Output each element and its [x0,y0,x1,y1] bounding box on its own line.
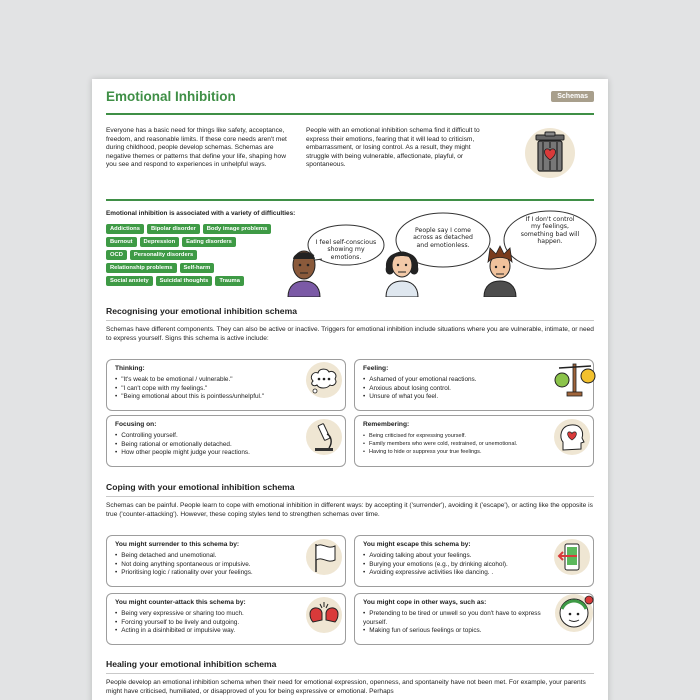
list-item: • Burying your emotions (e.g., by drinking alcohol). [363,561,508,570]
coping-heading: Coping with your emotional inhibition schema [106,482,295,492]
focusing-box [106,415,346,467]
person-1-icon [284,245,324,297]
intro-right: People with an emotional inhibition schema find it difficult to express their emotions, fearing that it will lead to criticism, embarrassment, or losing control. As a result, they might struggle with being vulnerable, affectionate, playful, or spontaneous. [306,127,480,169]
gauge-face-icon [553,592,595,634]
tag-body-image: Body image problems [203,224,272,234]
list-item: • Being detached and unemotional. [115,552,253,561]
box-title: Remembering: [363,421,410,428]
escape-box [354,535,594,587]
coping-intro: Schemas can be painful. People learn to cope with emotional inhibition in different ways: by accepting it ('surrender'), avoiding it ('escape'), or acting like the opposite is true ('counter-attacking'). However, these coping styles tend to strengthen schemas over time. [106,502,593,518]
box-title: You might cope in other ways, such as: [363,599,487,606]
box-title: You might counter-attack this schema by: [115,599,246,606]
list-item: • "Being emotional about this is pointless/unhelpful." [115,393,264,402]
list-item: • Not doing anything spontaneous or impulsive. [115,561,253,570]
recognising-rule [106,320,594,321]
tag-burnout: Burnout [106,237,137,247]
list-item: • Avoiding expressive activities like dancing. . [363,569,508,578]
recognising-intro: Schemas have different components. They can also be active or inactive. Triggers for emotional inhibition include situations where you are vulnerable, intimate, or need to express yourself. Signs this schema is active include: [106,326,594,342]
tag-relationship: Relationship problems [106,263,177,273]
tag-trauma: Trauma [215,276,244,286]
thinking-box [106,359,346,411]
list-item: • Acting in a disinhibited or impulsive way. [115,627,244,636]
list-item: • Being rational or emotionally detached. [115,441,250,450]
tag-eating: Eating disorders [182,237,236,247]
tag-self-harm: Self-harm [180,263,215,273]
feeling-box [354,359,594,411]
boxing-gloves-icon [305,596,343,634]
list-item: • Pretending to be tired or unwell so you don't have to express yourself. [363,610,553,627]
tag-bipolar: Bipolar disorder [147,224,200,234]
tag-ocd: OCD [106,250,127,260]
phone-exit-icon [553,538,591,576]
counter-attack-box [106,593,346,645]
scales-faces-icon [553,358,597,398]
list-item: • Forcing yourself to be lively and outgoing. [115,619,244,628]
tag-suicidal: Suicidal thoughts [156,276,213,286]
list-item: • "I can't cope with my feelings." [115,385,264,394]
list-item: • "It's weak to be emotional / vulnerable." [115,376,264,385]
list-item: • Ashamed of your emotional reactions. [363,376,477,385]
list-item: • Making fun of serious feelings or topics. [363,627,553,636]
list-item: • Prioritising logic / rationality over your feelings. [115,569,253,578]
white-flag-icon [305,538,343,576]
surrender-box [106,535,346,587]
person-3-icon [480,242,520,297]
list-item: • Having to hide or suppress your true feelings. [363,448,517,456]
tag-personality: Personality disorders [130,250,197,260]
box-title: Focusing on: [115,421,157,428]
box-title: Feeling: [363,365,389,372]
tag-depression: Depression [140,237,180,247]
healing-heading: Healing your emotional inhibition schema [106,659,277,669]
coping-rule [106,496,594,497]
remembering-box [354,415,594,467]
box-title: You might escape this schema by: [363,541,471,548]
microscope-icon [305,418,343,456]
list-item: • Controlling yourself. [115,432,250,441]
trash-can-heart-icon [524,127,576,179]
bubble-text-3: If I don't control my feelings, something bad will happen. [520,216,580,246]
list-item: • Avoiding talking about your feelings. [363,552,508,561]
tag-addictions: Addictions [106,224,144,234]
person-2-icon [382,241,422,297]
tag-social-anxiety: Social anxiety [106,276,153,286]
intro-left: Everyone has a basic need for things like safety, acceptance, freedom, and reasonable limits. If these core needs aren't met during childhood, people develop schemas. Schemas are negative themes or patterns that define your life, shaping how you see and respond to experiences in unhelpful ways. [106,127,287,169]
list-item: • Family members who were cold, restrained, or unemotional. [363,440,517,448]
list-item: • How other people might judge your reactions. [115,449,250,458]
thought-bubble-icon [305,361,343,399]
intro-rule [106,199,594,201]
category-badge: Schemas [551,91,594,102]
title-rule [106,113,594,115]
bubble-text-1: I feel self-conscious showing my emotions. [315,239,377,261]
healing-rule [106,673,594,674]
recognising-heading: Recognising your emotional inhibition schema [106,306,297,316]
list-item: • Anxious about losing control. [363,385,477,394]
page-title: Emotional Inhibition [106,89,236,104]
list-item: • Being very expressive or sharing too much. [115,610,244,619]
list-item: • Being criticised for expressing yourself. [363,432,517,440]
other-coping-box [354,593,594,645]
bubble-text-2: People say I come across as detached and emotionless. [413,227,473,249]
worksheet-page [92,79,608,700]
box-title: You might surrender to this schema by: [115,541,240,548]
healing-intro: People develop an emotional inhibition schema when their need for emotional expression, openness, and spontaneity have not been met. For example, your parents might have criticised, humiliated, or disapproved of you for being expressive or emotional. Perhaps [106,679,586,695]
head-heart-icon [553,418,591,456]
list-item: • Unsure of what you feel. [363,393,477,402]
box-title: Thinking: [115,365,145,372]
difficulties-heading: Emotional inhibition is associated with a variety of difficulties: [106,210,296,217]
